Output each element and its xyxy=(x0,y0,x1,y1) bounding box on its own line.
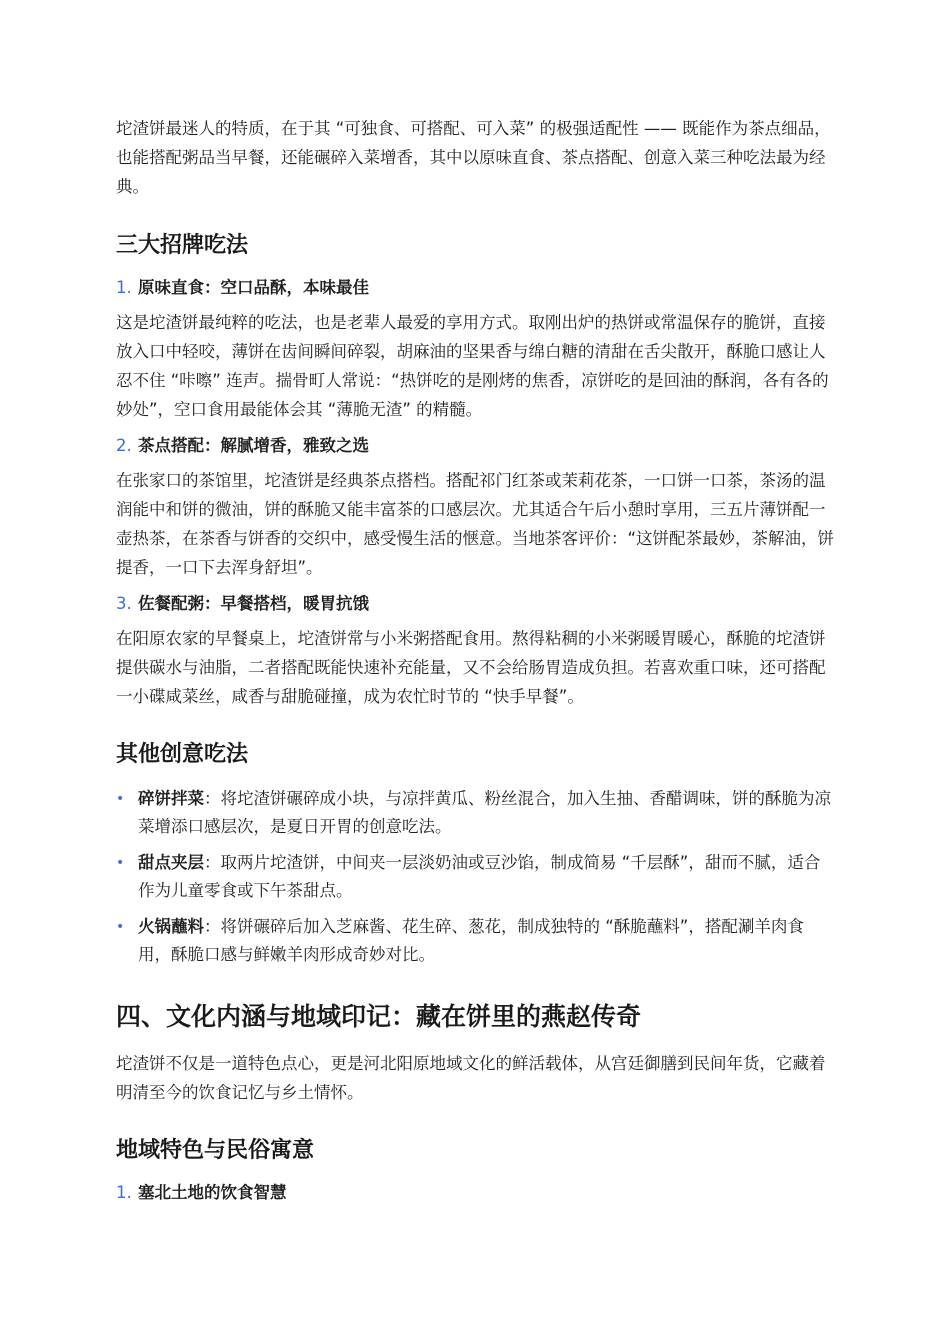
bullet-text xyxy=(138,849,836,905)
bullet-description: ：将饼碾碎后加入芝麻酱、花生碎、葱花，制成独特的 “酥脆蘸料”，搭配涮羊肉食用，酥脆口感与鲜嫩羊肉形成奇妙对比。 xyxy=(138,917,804,964)
item-body: 在阳原农家的早餐桌上，坨渣饼常与小米粥搭配食用。熬得粘稠的小米粥暖胃暖心，酥脆的坨渣饼提供碳水与油脂，二者搭配既能快速补充能量，又不会给肠胃造成负担。若喜欢重口味，还可搭配一小碟咸菜丝，咸香与甜脆碰撞，成为农忙时节的 “快手早餐”。 xyxy=(116,629,826,706)
numbered-item xyxy=(116,274,836,424)
bullet-description: ：取两片坨渣饼，中间夹一层淡奶油或豆沙馅，制成简易 “千层酥”，甜而不腻，适合作为儿童零食或下午茶甜点。 xyxy=(138,853,821,900)
item-number: 3. xyxy=(116,594,132,613)
item-title: 塞北土地的饮食智慧 xyxy=(138,1183,287,1202)
culture-paragraph: 坨渣饼不仅是一道特色点心，更是河北阳原地域文化的鲜活载体，从宫廷御膳到民间年货，它藏着明清至今的饮食记忆与乡土情怀。 xyxy=(116,1054,826,1102)
section-title-region: 地域特色与民俗寓意 xyxy=(116,1138,315,1163)
item-number: 1. xyxy=(116,278,132,297)
numbered-item xyxy=(116,432,836,582)
item-body: 这是坨渣饼最纯粹的吃法，也是老辈人最爱的享用方式。取刚出炉的热饼或常温保存的脆饼，直接放入口中轻咬，薄饼在齿间瞬间碎裂，胡麻油的坚果香与绵白糖的清甜在舌尖散开，酥脆口感让人忍不住 “咔嚓” 连声。揣骨町人常说：“热饼吃的是刚烤的焦香，凉饼吃的是回油的酥润，各有各的妙处”，空口食用最能体会其 “薄脆无渣” 的精髓。 xyxy=(116,313,829,419)
bullet-item xyxy=(116,913,836,969)
bullet-term: 甜点夹层 xyxy=(138,853,204,872)
document-page xyxy=(116,114,836,1213)
item-body: 在张家口的茶馆里，坨渣饼是经典茶点搭档。搭配祁门红茶或茉莉花茶，一口饼一口茶，茶汤的温润能中和饼的微油，饼的酥脆又能丰富茶的口感层次。尤其适合午后小憩时享用，三五片薄饼配一壶热茶，在茶香与饼香的交织中，感受慢生活的惬意。当地茶客评价：“这饼配茶最妙，茶解油，饼提香，一口下去浑身舒坦”。 xyxy=(116,471,835,577)
item-title: 茶点搭配：解腻增香，雅致之选 xyxy=(138,436,369,455)
bullet-item xyxy=(116,785,836,841)
section-title-creative: 其他创意吃法 xyxy=(116,742,249,767)
bullet-dot-icon: • xyxy=(116,855,125,871)
item-number: 1. xyxy=(116,1183,132,1202)
bullet-text xyxy=(138,785,836,841)
bullet-dot-icon: • xyxy=(116,919,125,935)
numbered-item xyxy=(116,590,836,711)
numbered-item xyxy=(116,1179,836,1207)
item-title: 原味直食：空口品酥，本味最佳 xyxy=(138,278,369,297)
bullet-description: ：将坨渣饼碾碎成小块，与凉拌黄瓜、粉丝混合，加入生抽、香醋调味，饼的酥脆为凉菜增添口感层次，是夏日开胃的创意吃法。 xyxy=(138,789,831,836)
item-title: 佐餐配粥：早餐搭档，暖胃抗饿 xyxy=(138,594,369,613)
item-number: 2. xyxy=(116,436,132,455)
intro-paragraph: 坨渣饼最迷人的特质，在于其 “可独食、可搭配、可入菜” 的极强适配性 —— 既能作为茶点细品，也能搭配粥品当早餐，还能碾碎入菜增香，其中以原味直食、茶点搭配、创意入菜三种吃法最为经典。 xyxy=(116,119,831,196)
bullet-text xyxy=(138,913,836,969)
chapter-title-culture: 四、文化内涵与地域印记：藏在饼里的燕赵传奇 xyxy=(116,1002,642,1031)
section-title-signature: 三大招牌吃法 xyxy=(116,233,249,258)
bullet-item xyxy=(116,849,836,905)
bullet-term: 碎饼拌菜 xyxy=(138,789,204,808)
bullet-term: 火锅蘸料 xyxy=(138,917,204,936)
bullet-dot-icon: • xyxy=(116,791,125,807)
